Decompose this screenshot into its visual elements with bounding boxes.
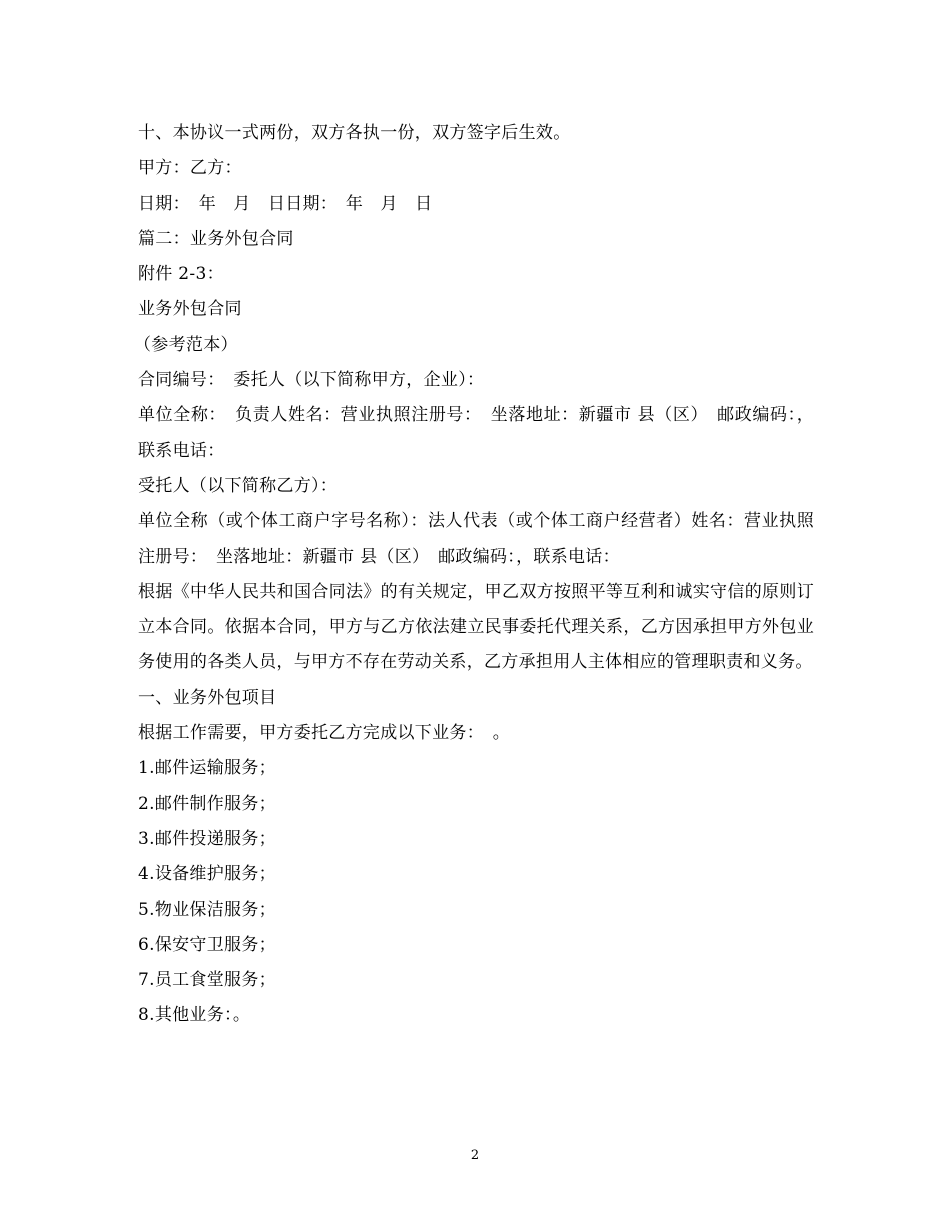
list-item: 1.邮件运输服务； bbox=[138, 758, 276, 779]
contract-title: 业务外包合同 bbox=[138, 299, 242, 320]
party-a-details: 单位全称： 负责人姓名：营业执照注册号： 坐落地址：新疆市 县（区） 邮政编码：，联系电话： bbox=[138, 405, 814, 461]
list-item: 3.邮件投递服务； bbox=[138, 828, 276, 849]
list-item: 8.其他业务：。 bbox=[138, 1005, 251, 1026]
contract-number-line: 合同编号： 委托人（以下简称甲方，企业）： bbox=[138, 370, 485, 391]
section-one-intro: 根据工作需要，甲方委托乙方完成以下业务： 。 bbox=[138, 723, 511, 744]
list-item: 4.设备维护服务； bbox=[138, 864, 276, 885]
list-item: 5.物业保洁服务； bbox=[138, 899, 276, 920]
section-heading: 篇二：业务外包合同 bbox=[138, 228, 294, 249]
contract-subtitle: （参考范本） bbox=[134, 334, 238, 355]
list-item: 2.邮件制作服务； bbox=[138, 793, 276, 814]
party-b-details: 单位全称（或个体工商户字号名称）：法人代表（或个体工商户经营者）姓名：营业执照注册号： 坐落地址：新疆市 县（区） 邮政编码：，联系电话： bbox=[138, 511, 814, 567]
attachment-label: 附件 2-3： bbox=[138, 264, 224, 285]
list-item: 6.保安守卫服务； bbox=[138, 934, 276, 955]
section-one-heading: 一、业务外包项目 bbox=[138, 687, 277, 708]
page-number: 2 bbox=[470, 1148, 480, 1163]
document-body bbox=[134, 116, 814, 1034]
date-line: 日期： 年 月 日日期： 年 月 日 bbox=[138, 193, 433, 214]
clause-ten-paragraph: 十、本协议一式两份，双方各执一份，双方签字后生效。 bbox=[138, 123, 571, 143]
preamble-paragraph: 根据《中华人民共和国合同法》的有关规定，甲乙双方按照平等互利和诚实守信的原则订立本合同。依据本合同，甲方与乙方依法建立民事委托代理关系，乙方因承担甲方外包业务使用的各类人员，与甲方不存在劳动关系，乙方承担用人主体相应的管理职责和义务。 bbox=[138, 581, 814, 673]
list-item: 7.员工食堂服务； bbox=[138, 970, 276, 991]
party-b-heading: 受托人（以下简称乙方）： bbox=[138, 475, 338, 496]
parties-signature-line: 甲方：乙方： bbox=[138, 158, 242, 179]
